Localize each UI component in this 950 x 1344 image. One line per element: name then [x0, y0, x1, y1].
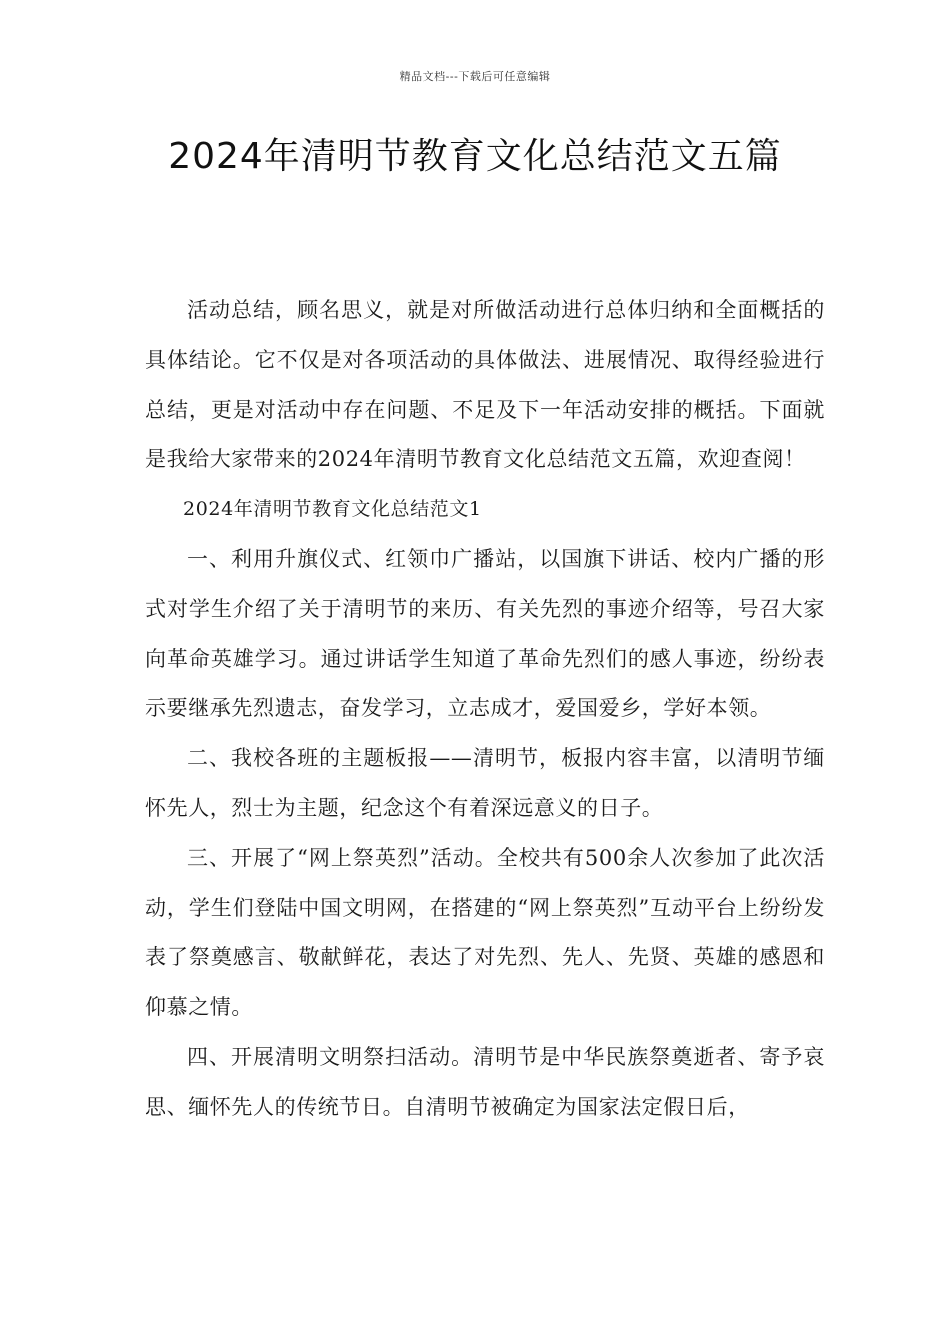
document-title: 2024年清明节教育文化总结范文五篇 [168, 136, 782, 177]
body-paragraph: 三、开展了“网上祭英烈”活动。全校共有500余人次参加了此次活动，学生们登陆中国文明网，在搭建的“网上祭英烈”互动平台上纷纷发表了祭奠感言、敬献鲜花，表达了对先烈、先人、先贤、英雄的感恩和仰慕之情。 [145, 845, 825, 1020]
body-paragraph: 二、我校各班的主题板报——清明节，板报内容丰富，以清明节缅怀先人，烈士为主题，纪念这个有着深远意义的日子。 [145, 746, 825, 820]
body-paragraph: 四、开展清明文明祭扫活动。清明节是中华民族祭奠逝者、寄予哀思、缅怀先人的传统节日。自清明节被确定为国家法定假日后， [145, 1044, 825, 1119]
intro-paragraph: 活动总结，顾名思义，就是对所做活动进行总体归纳和全面概括的具体结论。它不仅是对各项活动的具体做法、进展情况、取得经验进行总结，更是对活动中存在问题、不足及下一年活动安排的概括。下面就是我给大家带来的2024年清明节教育文化总结范文五篇，欢迎查阅！ [145, 298, 825, 472]
body-paragraph: 一、利用升旗仪式、红领巾广播站，以国旗下讲话、校内广播的形式对学生介绍了关于清明节的来历、有关先烈的事迹介绍等，号召大家向革命英雄学习。通过讲话学生知道了革命先烈们的感人事迹，纷纷表示要继承先烈遗志，奋发学习，立志成才，爱国爱乡，学好本领。 [145, 546, 825, 721]
header-note: 精品文档---下载后可任意编辑 [399, 70, 551, 83]
section-heading: 2024年清明节教育文化总结范文1 [183, 498, 482, 521]
document-body [145, 286, 825, 1133]
